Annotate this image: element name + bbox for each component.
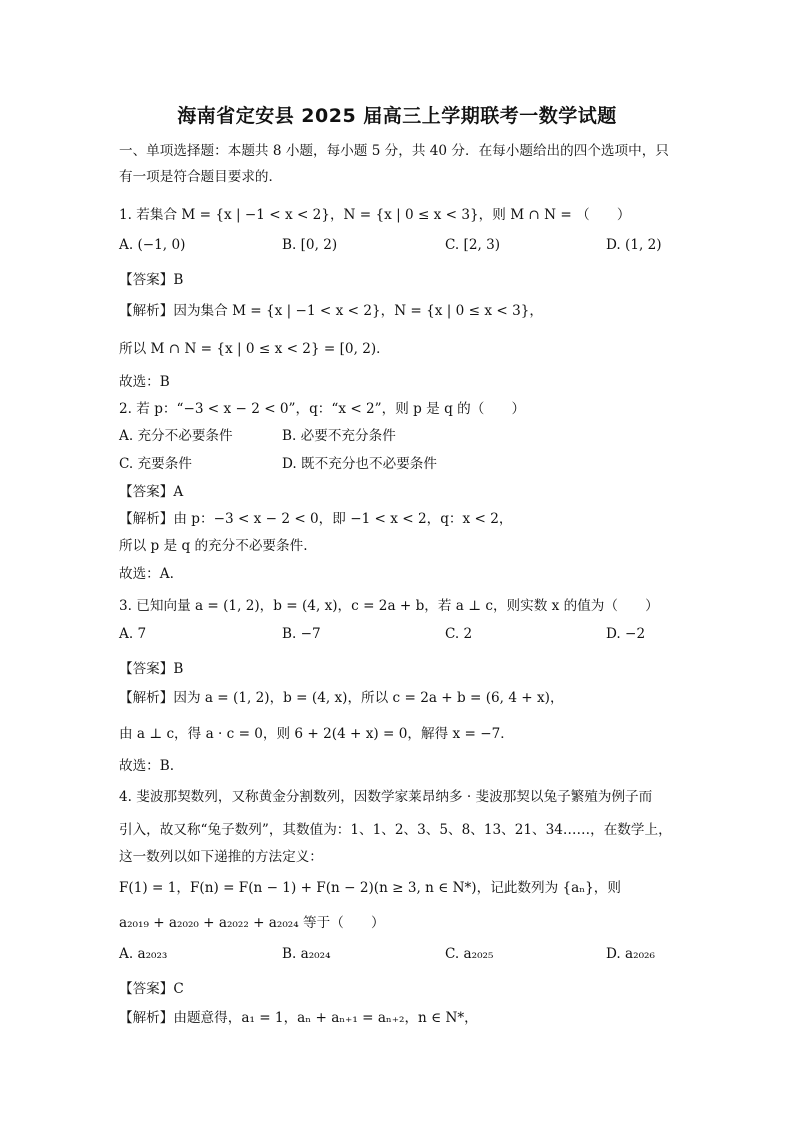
q4-answer: 【答案】C <box>119 981 184 997</box>
q2-stem: 2. 若 p：“−3 < x − 2 < 0”，q：“x < 2”，则 p 是 q 的（ ） <box>119 401 526 417</box>
q4-option-d: D. a₂₀₂₆ <box>606 946 655 962</box>
q1-option-b: B. [0, 2) <box>282 237 338 253</box>
q3-stem: 3. 已知向量 a = (1, 2)，b = (4, x)，c = 2a + b，若 a ⊥ c，则实数 x 的值为（ ） <box>119 598 659 614</box>
q2-option-a: A. 充分不必要条件 <box>119 428 233 444</box>
q3-choose: 故选：B. <box>119 758 175 774</box>
q2-option-b: B. 必要不充分条件 <box>282 428 396 444</box>
q2-choose: 故选：A. <box>119 566 174 582</box>
q3-option-d: D. −2 <box>606 626 646 642</box>
q4-option-b: B. a₂₀₂₄ <box>282 946 331 962</box>
q1-choose: 故选：B <box>119 374 170 390</box>
q3-analysis-2: 由 a ⊥ c，得 a · c = 0，则 6 + 2(4 + x) = 0，解得 x = −7． <box>119 726 514 742</box>
q1-option-c: C. [2, 3) <box>445 237 501 253</box>
q2-analysis-1: 【解析】由 p：−3 < x − 2 < 0，即 −1 < x < 2，q：x < 2， <box>119 511 513 527</box>
q2-answer: 【答案】A <box>119 484 184 500</box>
q1-option-d: D. (1, 2) <box>606 237 662 253</box>
page-title: 海南省定安县 2025 届高三上学期联考一数学试题 <box>177 105 617 127</box>
q3-answer: 【答案】B <box>119 661 184 677</box>
q3-option-c: C. 2 <box>445 626 473 642</box>
section-heading: 一、单项选择题：本题共 8 小题，每小题 5 分，共 40 分．在每小题给出的四个选项中，只 <box>119 143 669 159</box>
q4-stem-4: F(1) = 1，F(n) = F(n − 1) + F(n − 2)(n ≥ 3, n ∈ N*)，记此数列为 {aₙ}，则 <box>119 880 621 896</box>
q4-option-a: A. a₂₀₂₃ <box>119 946 168 962</box>
q4-stem-5: a₂₀₁₉ + a₂₀₂₀ + a₂₀₂₂ + a₂₀₂₄ 等于（ ） <box>119 915 385 931</box>
q1-stem: 1. 若集合 M = {x | −1 < x < 2}，N = {x | 0 ≤ x < 3}，则 M ∩ N = （ ） <box>119 207 631 223</box>
section-heading-cont: 有一项是符合题目要求的． <box>119 169 283 185</box>
q4-analysis-1: 【解析】由题意得，a₁ = 1，aₙ + aₙ₊₁ = aₙ₊₂，n ∈ N*， <box>119 1010 478 1026</box>
q1-answer: 【答案】B <box>119 272 184 288</box>
q3-analysis-1: 【解析】因为 a = (1, 2)，b = (4, x)，所以 c = 2a + b = (6, 4 + x)， <box>119 690 564 706</box>
q4-stem-3: 这一数列以如下递推的方法定义： <box>119 849 323 865</box>
q3-option-a: A. 7 <box>119 626 147 642</box>
q3-option-b: B. −7 <box>282 626 321 642</box>
q2-analysis-2: 所以 p 是 q 的充分不必要条件. <box>119 538 308 554</box>
q2-option-d: D. 既不充分也不必要条件 <box>282 456 437 472</box>
q1-option-a: A. (−1, 0) <box>119 237 186 253</box>
q4-stem-2: 引入，故又称“兔子数列”，其数值为：1、1、2、3、5、8、13、21、34……，在数学上， <box>119 822 672 838</box>
q1-analysis-2: 所以 M ∩ N = {x | 0 ≤ x < 2} = [0, 2)． <box>119 341 390 357</box>
q1-analysis-1: 【解析】因为集合 M = {x | −1 < x < 2}，N = {x | 0 ≤ x < 3}， <box>119 303 543 319</box>
q2-option-c: C. 充要条件 <box>119 456 192 472</box>
q4-option-c: C. a₂₀₂₅ <box>445 946 494 962</box>
q4-stem-1: 4. 斐波那契数列，又称黄金分割数列，因数学家莱昂纳多 · 斐波那契以兔子繁殖为例子而 <box>119 789 653 805</box>
